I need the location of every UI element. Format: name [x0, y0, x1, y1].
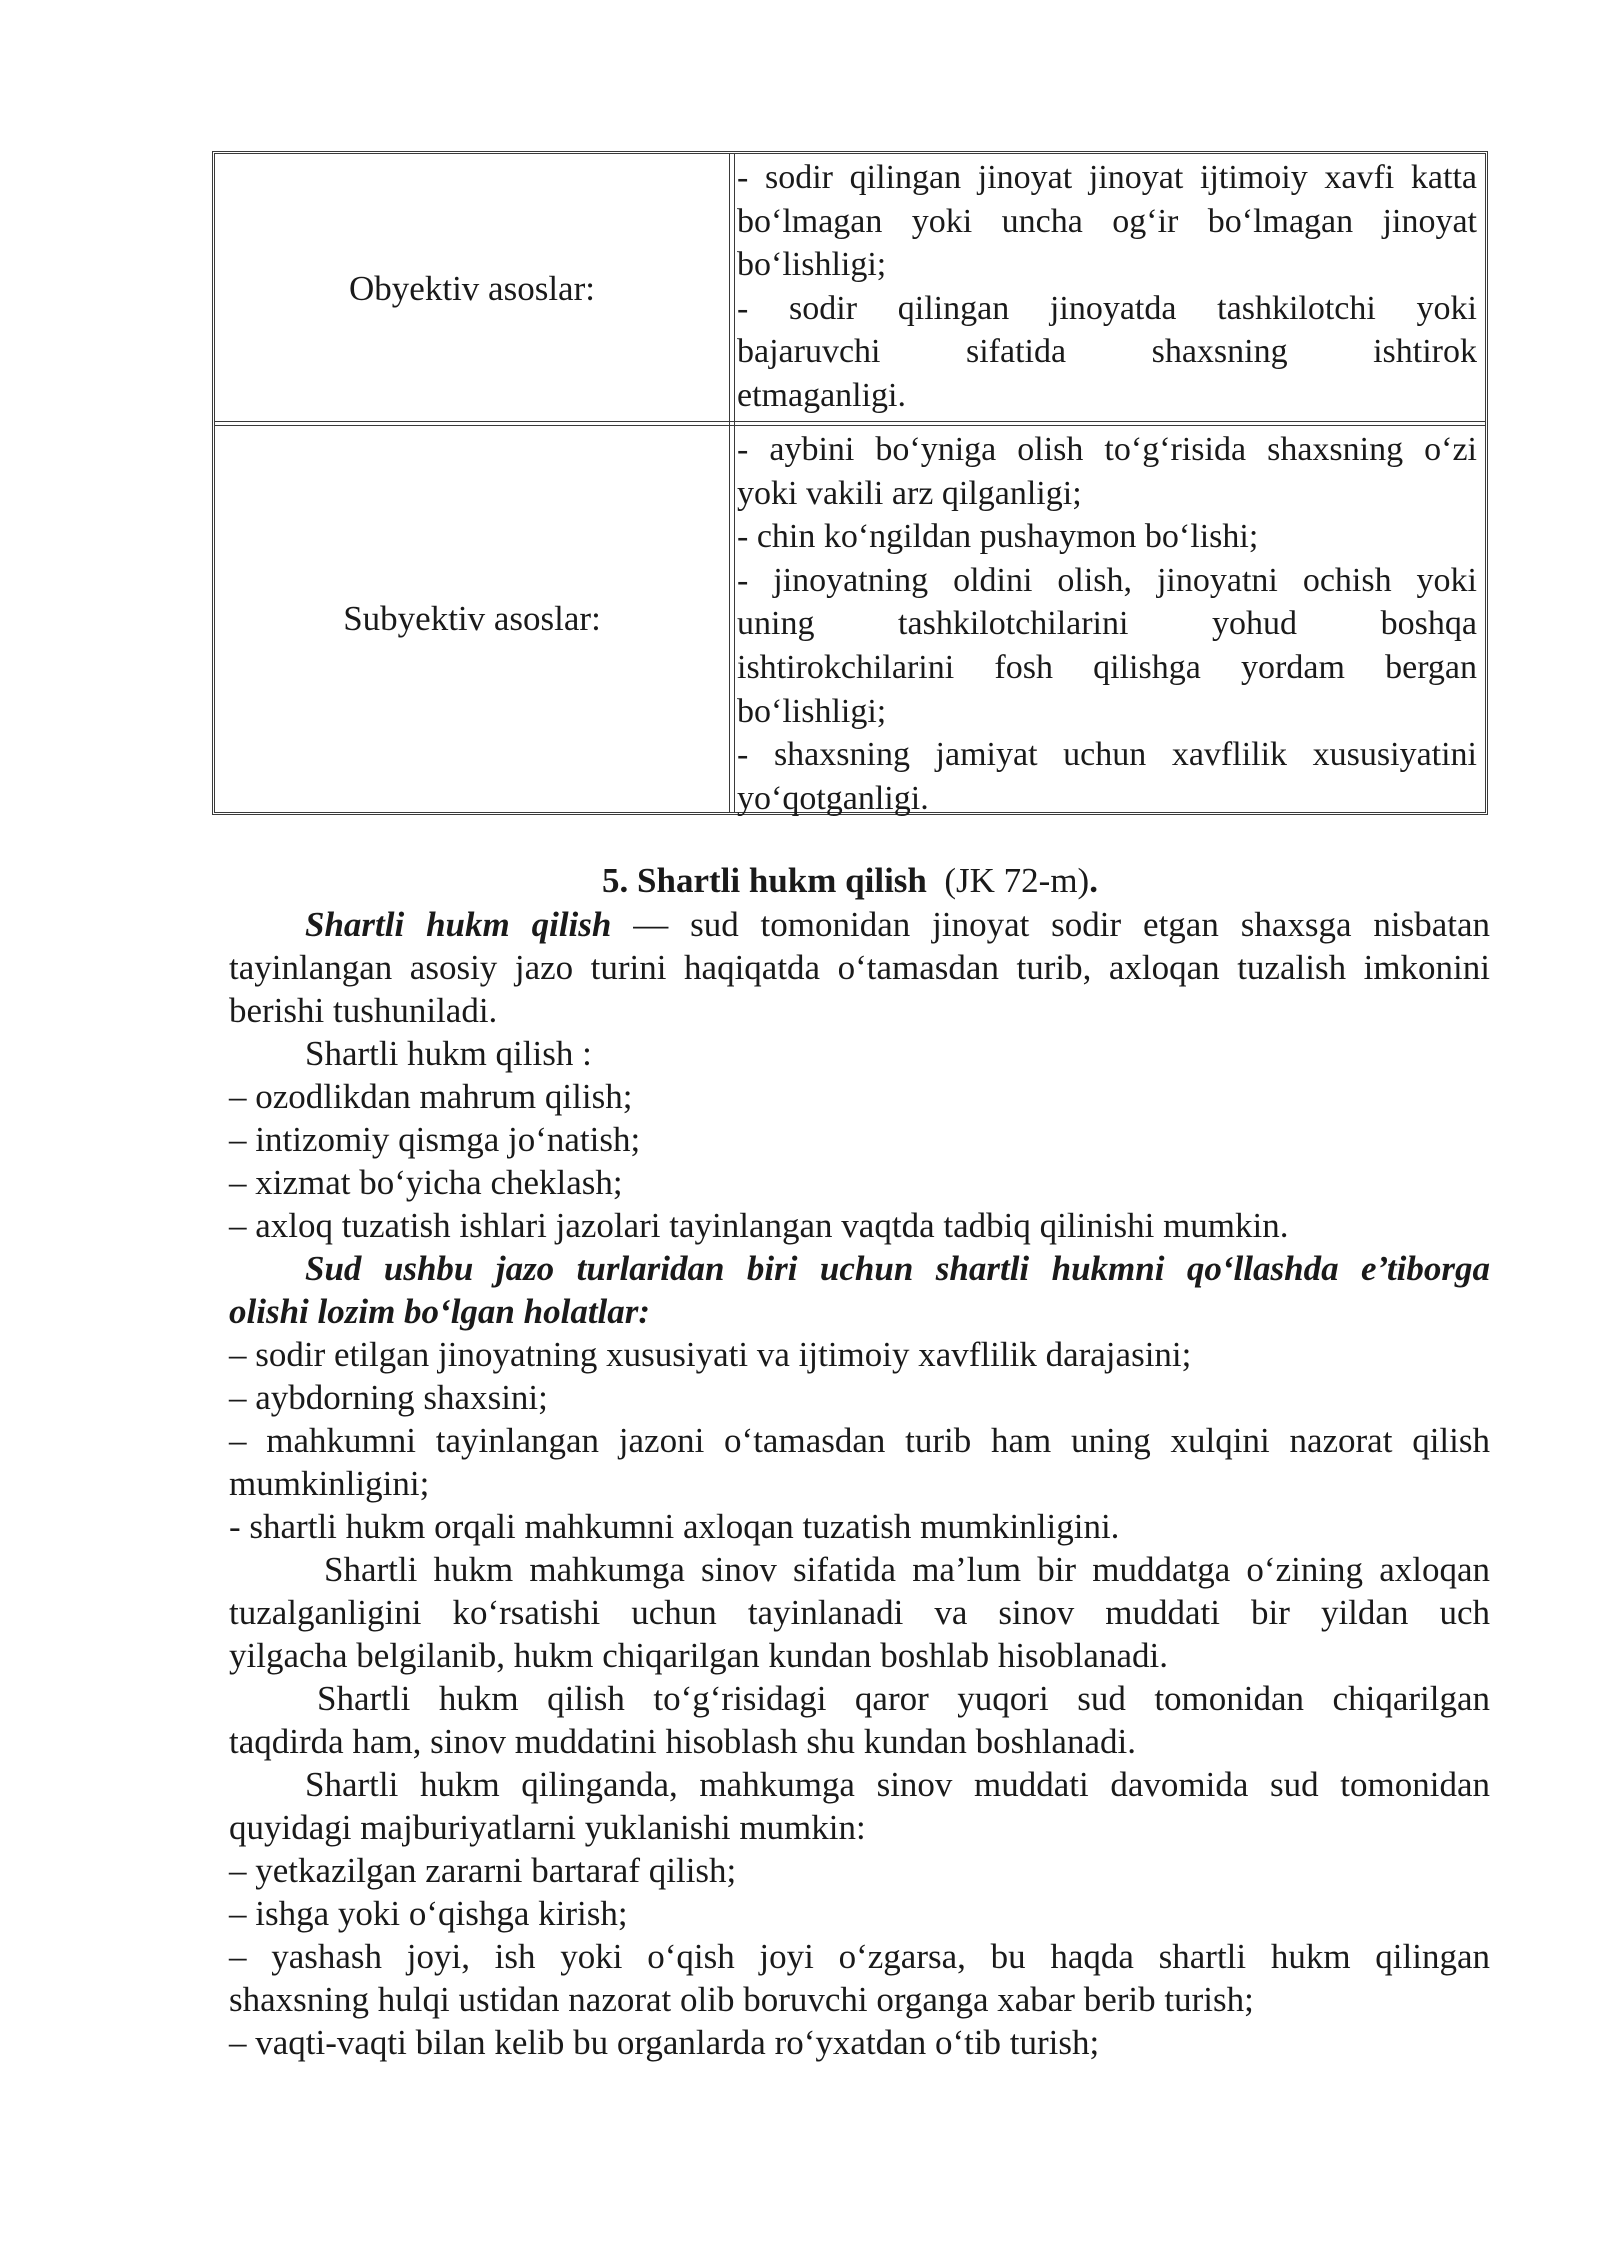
emphasis-line: Sud ushbu jazo turlaridan biri uchun shartli hukmni qo‘llashda e’tiborga	[305, 1249, 1490, 1288]
row-label: Obyektiv asoslar:	[349, 268, 595, 308]
row-content	[737, 156, 1477, 418]
list-item: – aybdorning shaxsini;	[229, 1378, 548, 1417]
table-row	[215, 154, 1485, 423]
definition-line	[229, 903, 1490, 946]
list-item: – mahkumni tayinlangan jazoni o‘tamasdan turib ham uning xulqini nazorat qilish	[229, 1421, 1490, 1460]
list-item: shaxsning hulqi ustidan nazorat olib boruvchi organga xabar berib turish;	[229, 1980, 1254, 2019]
cell-line: bo‘lmagan yoki uncha og‘ir bo‘lmagan jinoyat	[737, 202, 1477, 240]
table-row	[215, 426, 1485, 817]
paragraph-line: taqdirda ham, sinov muddatini hisoblash shu kundan boshlanadi.	[229, 1722, 1136, 1761]
list-item: - shartli hukm orqali mahkumni axloqan tuzatish mumkinligini.	[229, 1507, 1120, 1546]
heading-title: 5. Shartli hukm qilish	[602, 861, 927, 900]
grounds-table	[212, 151, 1488, 815]
heading-period: .	[1089, 861, 1098, 900]
cell-line: bajaruvchi sifatida shaxsning ishtirok	[737, 333, 1477, 371]
list-item: – ishga yoki o‘qishga kirish;	[229, 1894, 628, 1933]
row-label: Subyektiv asoslar:	[343, 599, 601, 638]
list-item: – vaqti-vaqti bilan kelib bu organlarda ro‘yxatdan o‘tib turish;	[229, 2023, 1100, 2062]
list-item: – yetkazilgan zararni bartaraf qilish;	[229, 1851, 737, 1890]
definition-text: — sud tomonidan jinoyat sodir etgan shaxsga nisbatan	[611, 905, 1490, 944]
cell-line: - jinoyatning oldini olish, jinoyatni ochish yoki	[737, 561, 1477, 599]
cell-line: ishtirokchilarini fosh qilishga yordam bergan	[737, 648, 1477, 686]
section-heading	[212, 859, 1488, 902]
cell-line: bo‘lishligi;	[737, 692, 887, 730]
definition-term: Shartli hukm qilish	[305, 905, 612, 944]
list-intro: Shartli hukm qilish :	[305, 1034, 592, 1073]
cell-line: yoki vakili arz qilganligi;	[737, 474, 1082, 512]
cell-line: uning tashkilotchilarini yohud boshqa	[737, 605, 1477, 643]
list-item: – xizmat bo‘yicha cheklash;	[229, 1163, 623, 1202]
row-content	[737, 428, 1477, 820]
paragraph-line: yilgacha belgilanib, hukm chiqarilgan kundan boshlab hisoblanadi.	[229, 1636, 1168, 1675]
cell-line: - chin ko‘ngildan pushaymon bo‘lishi;	[737, 518, 1259, 556]
cell-line: yo‘qotganligi.	[737, 779, 929, 817]
list-item: – yashash joyi, ish yoki o‘qish joyi o‘zgarsa, bu haqda shartli hukm qilingan	[229, 1937, 1490, 1976]
paragraph-line: Shartli hukm qilish to‘g‘risidagi qaror yuqori sud tomonidan chiqarilgan	[317, 1679, 1490, 1718]
cell-line: etmaganligi.	[737, 376, 907, 414]
cell-line: - shaxsning jamiyat uchun xavflilik xususiyatini	[737, 736, 1477, 774]
emphasis-line: olishi lozim bo‘lgan holatlar:	[229, 1292, 651, 1331]
cell-line: - aybini bo‘yniga olish to‘g‘risida shaxsning o‘zi	[737, 431, 1477, 468]
list-item: – axloq tuzatish ishlari jazolari tayinlangan vaqtda tadbiq qilinishi mumkin.	[229, 1206, 1289, 1245]
definition-line: berishi tushuniladi.	[229, 991, 498, 1030]
list-item: mumkinligini;	[229, 1464, 430, 1503]
list-item: – ozodlikdan mahrum qilish;	[229, 1077, 633, 1116]
list-item: – sodir etilgan jinoyatning xususiyati va ijtimoiy xavflilik darajasini;	[229, 1335, 1192, 1374]
list-item: – intizomiy qismga jo‘natish;	[229, 1120, 641, 1159]
cell-line: - sodir qilingan jinoyat jinoyat ijtimoiy xavfi katta	[737, 159, 1477, 196]
cell-line: bo‘lishligi;	[737, 246, 887, 284]
paragraph-line: Shartli hukm mahkumga sinov sifatida ma’lum bir muddatga o‘zining axloqan	[324, 1550, 1490, 1589]
definition-line: tayinlangan asosiy jazo turini haqiqatda o‘tamasdan turib, axloqan tuzalish imkonini	[229, 948, 1490, 987]
cell-line: - sodir qilingan jinoyatda tashkilotchi yoki	[737, 289, 1477, 327]
heading-article-ref: (JK 72-m)	[944, 861, 1090, 900]
paragraph-line: quyidagi majburiyatlarni yuklanishi mumkin:	[229, 1808, 866, 1847]
paragraph-line: tuzalganligini ko‘rsatishi uchun tayinlanadi va sinov muddati bir yildan uch	[229, 1593, 1490, 1632]
paragraph-line: Shartli hukm qilinganda, mahkumga sinov muddati davomida sud tomonidan	[305, 1765, 1490, 1804]
